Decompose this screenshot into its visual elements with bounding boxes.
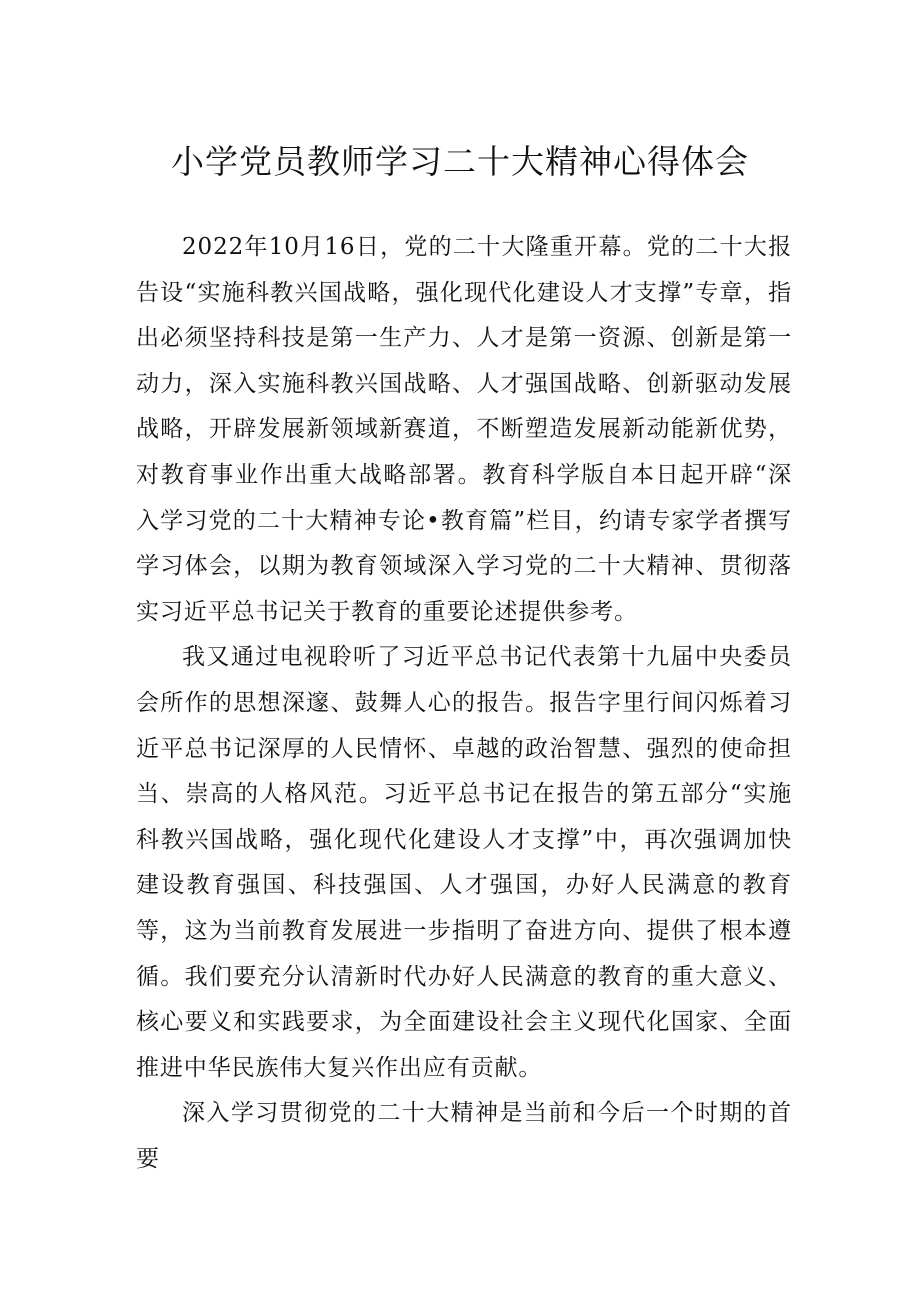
paragraph-1: 2022年10月16日，党的二十大隆重开幕。党的二十大报告设“实施科教兴国战略，强化现代化建设人才支撑”专章，指出必须坚持科技是第一生产力、人才是第一资源、创新是第一动力，深入实施科教兴国战略、人才强国战略、创新驱动发展战略，开辟发展新领域新赛道，不断塑造发展新动能新优势，对教育事业作出重大战略部署。教育科学版自本日起开辟“深入学习党的二十大精神专论•教育篇”栏目，约请专家学者撰写学习体会，以期为教育领域深入学习党的二十大精神、贯彻落实习近平总书记关于教育的重要论述提供参考。: [136, 234, 792, 625]
paragraph-3: 深入学习贯彻党的二十大精神是当前和今后一个时期的首要: [136, 1100, 792, 1172]
document-title: 小学党员教师学习二十大精神心得体会: [171, 142, 749, 181]
paragraph-2: 我又通过电视聆听了习近平总书记代表第十九届中央委员会所作的思想深邃、鼓舞人心的报告。报告字里行间闪烁着习近平总书记深厚的人民情怀、卓越的政治智慧、强烈的使命担当、崇高的人格风范。习近平总书记在报告的第五部分“实施科教兴国战略，强化现代化建设人才支撑”中，再次强调加快建设教育强国、科技强国、人才强国，办好人民满意的教育等，这为当前教育发展进一步指明了奋进方向、提供了根本遵循。我们要充分认清新时代办好人民满意的教育的重大意义、核心要义和实践要求，为全面建设社会主义现代化国家、全面推进中华民族伟大复兴作出应有贡献。: [136, 644, 792, 1081]
document-body: [136, 225, 792, 1182]
